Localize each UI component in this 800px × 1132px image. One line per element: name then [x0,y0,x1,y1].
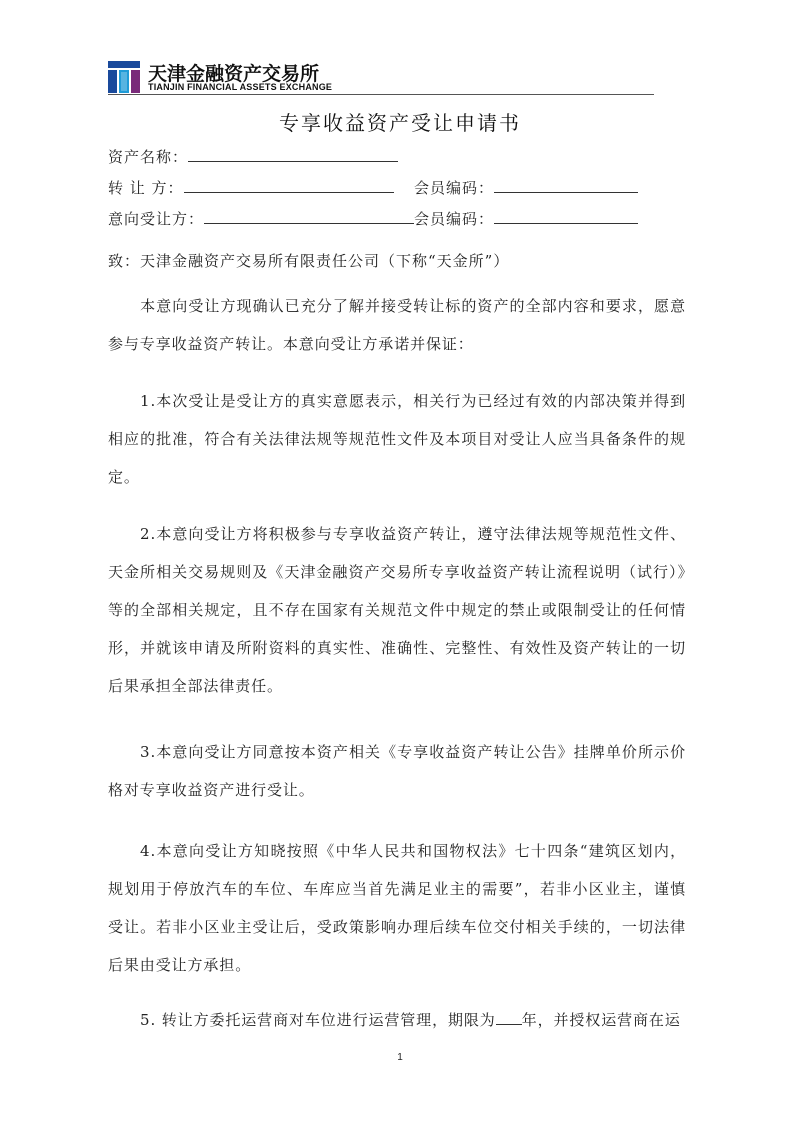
intro-paragraph [108,287,686,363]
org-name-cn: 天津金融资产交易所 [148,63,320,85]
asset-name-blank[interactable] [188,147,398,162]
clause-2-text: 2.本意向受让方将积极参与专享收益资产转让，遵守法律法规等规范性文件、天金所相关交易规则及《天津金融资产交易所专享收益资产转让流程说明（试行）》等的全部相关规定，且不存在国家有关规范文件中规定的禁止或限制受让的任何情形，并就该申请及所附资料的真实性、准确性、完整性、有效性及资产转让的一切后果承担全部法律责任。 [108,525,686,695]
transferor-blank[interactable] [184,178,394,193]
term-years-blank[interactable] [496,1010,522,1025]
org-name-en: TIANJIN FINANCIAL ASSETS EXCHANGE [148,82,333,92]
clause-4 [108,832,686,984]
page-number: 1 [397,1052,403,1063]
header-divider [108,94,654,95]
document-title: 专享收益资产受让申请书 [279,111,521,135]
member-code-row-1 [414,177,638,198]
clause-3 [108,733,686,809]
member-code-row-2 [414,208,638,229]
asset-name-row [108,146,398,167]
member-code-label-2: 会员编码： [414,210,495,228]
member-code-blank-2[interactable] [494,209,638,224]
intro-text: 本意向受让方现确认已充分了解并接受转让标的资产的全部内容和要求，愿意参与专享收益资产转让。本意向受让方承诺并保证： [108,297,686,353]
member-code-label-1: 会员编码： [414,179,495,197]
transferor-row [108,177,394,198]
clause-5-text-start: 5. 转让方委托运营商对车位进行运营管理，期限为 [140,1011,496,1029]
transferee-label: 意向受让方： [108,210,205,228]
transferor-label: 转 让 方： [108,179,184,197]
member-code-blank-1[interactable] [494,178,638,193]
asset-name-label: 资产名称： [108,148,189,166]
transferee-row [108,208,414,229]
clause-3-text: 3.本意向受让方同意按本资产相关《专享收益资产转让公告》挂牌单价所示价格对专享收益资产进行受让。 [108,743,686,799]
clause-5-text-end: 年，并授权运营商在运 [521,1011,681,1029]
exchange-logo-icon [108,61,140,93]
clause-5 [108,1001,686,1039]
transferee-blank[interactable] [204,209,414,224]
clause-1 [108,382,686,496]
letterhead [108,58,654,98]
addressee: 致：天津金融资产交易所有限责任公司（下称“天金所”） [108,252,510,270]
clause-4-text: 4.本意向受让方知晓按照《中华人民共和国物权法》七十四条“建筑区划内，规划用于停放汽车的车位、车库应当首先满足业主的需要”，若非小区业主，谨慎受让。若非小区业主受让后，受政策影响办理后续车位交付相关手续的，一切法律后果由受让方承担。 [108,842,686,974]
clause-1-text: 1.本次受让是受让方的真实意愿表示，相关行为已经过有效的内部决策并得到相应的批准，符合有关法律法规等规范性文件及本项目对受让人应当具备条件的规定。 [108,392,686,486]
clause-2 [108,515,686,705]
